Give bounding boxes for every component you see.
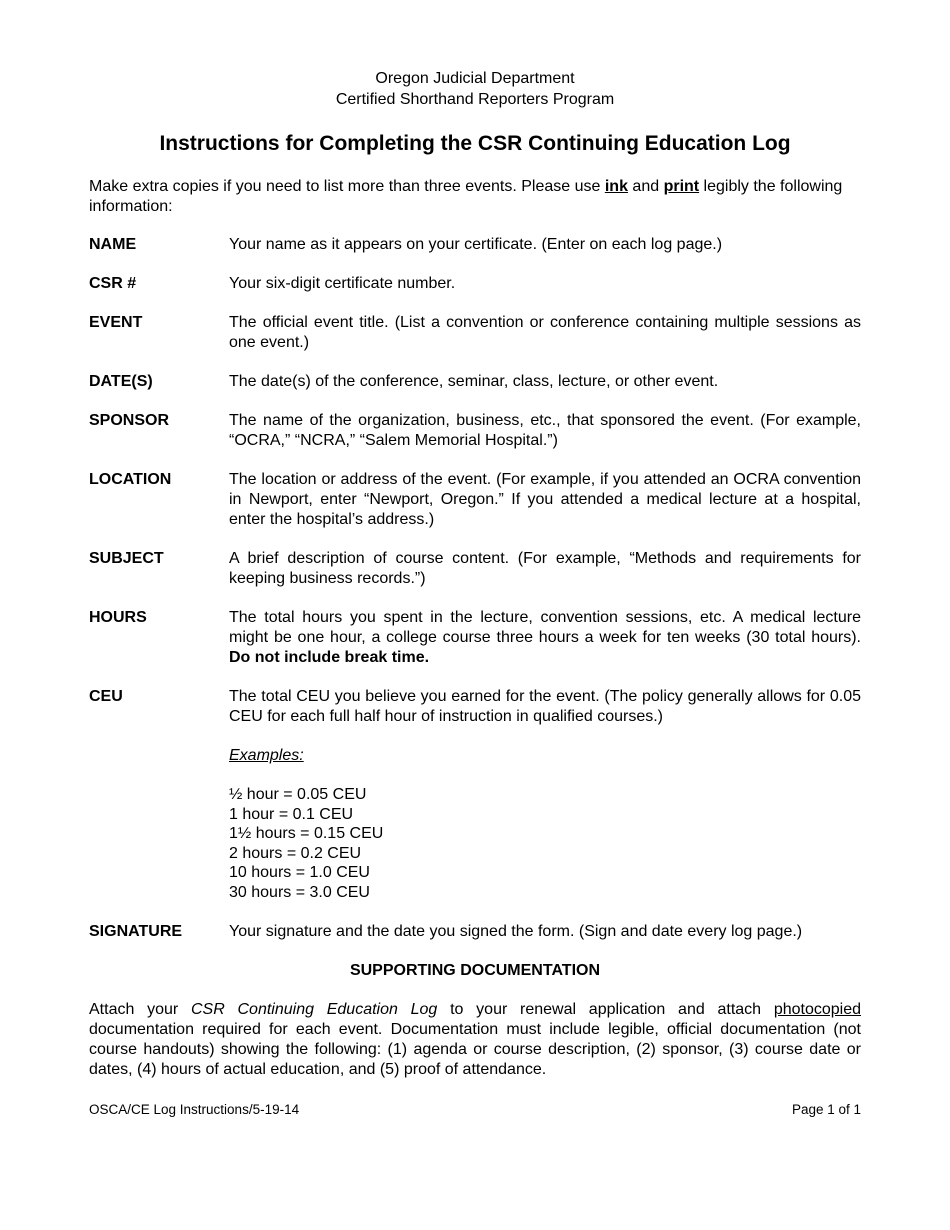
field-row-hours: [89, 608, 861, 668]
field-label: CEU: [89, 688, 123, 705]
log-title: CSR Continuing Education Log: [190, 1000, 438, 1018]
page-title: Instructions for Completing the CSR Continuing Education Log: [159, 132, 791, 155]
department-name: Oregon Judicial Department: [375, 70, 575, 87]
field-description: Your name as it appears on your certificate. (Enter on each log page.): [229, 236, 723, 253]
page-number: Page 1 of 1: [791, 1102, 861, 1117]
example-item: 1½ hours = 0.15 CEU: [229, 825, 384, 843]
document-page: [89, 68, 861, 1080]
supporting-documentation-heading: SUPPORTING DOCUMENTATION: [349, 961, 601, 979]
intro-paragraph: Make extra copies if you need to list more than three events. Please use ink and print legibly the following information:: [89, 178, 843, 215]
form-id: OSCA/CE Log Instructions/5-19-14: [89, 1102, 300, 1117]
field-label: SUBJECT: [89, 550, 164, 567]
field-label: NAME: [89, 236, 137, 253]
example-item: ½ hour = 0.05 CEU: [229, 786, 367, 803]
print-emphasis: print: [663, 178, 700, 195]
field-label: SIGNATURE: [89, 922, 183, 940]
field-row-signature: [89, 922, 861, 942]
field-description: The name of the organization, business, etc., that sponsored the event. (For example, “OCRA,” “NCRA,” “Salem Memorial Hospital.”): [229, 412, 861, 449]
field-label: DATE(S): [89, 373, 153, 390]
field-label: HOURS: [89, 609, 147, 626]
program-name: Certified Shorthand Reporters Program: [335, 91, 615, 108]
field-row-csr: [89, 274, 861, 294]
field-description: The total hours you spent in the lecture, convention sessions, etc. A medical lecture might be one hour, a college course three hours a week for ten weeks (30 total hours). Do not include break time.: [229, 609, 861, 666]
field-description: The location or address of the event. (For example, if you attended an OCRA convention in Newport, enter “Newport, Oregon.” If you attended a medical lecture at a hospital, enter the hospital’s address.): [229, 471, 861, 528]
field-label: LOCATION: [89, 471, 172, 488]
field-description: The date(s) of the conference, seminar, class, lecture, or other event.: [229, 373, 719, 390]
break-time-note: Do not include break time.: [229, 649, 430, 666]
field-label: CSR #: [89, 275, 137, 292]
field-description: The total CEU you believe you earned for the event. (The policy generally allows for 0.05 CEU for each full half hour of instruction in qualified courses.) Examples: ½ hour = 0.05 CEU 1 hour = 0.1 CEU 1½ hours = 0.15 CEU 2 hours = 0.2 CEU 10 hours = 1.0 CEU 30 hours = 3.0 CEU: [229, 688, 861, 901]
field-row-subject: [89, 549, 861, 589]
examples-list: [229, 785, 861, 903]
example-item: 1 hour = 0.1 CEU: [229, 805, 354, 823]
field-label: EVENT: [89, 314, 143, 331]
example-item: 2 hours = 0.2 CEU: [229, 844, 362, 862]
field-description: A brief description of course content. (For example, “Methods and requirements for keeping business records.”): [229, 550, 861, 587]
example-item: 10 hours = 1.0 CEU: [229, 864, 370, 882]
field-description: The official event title. (List a convention or conference containing multiple sessions as one event.): [229, 314, 861, 351]
field-row-name: [89, 235, 861, 255]
page-footer: [89, 1101, 861, 1119]
field-row-event: [89, 313, 861, 353]
field-row-ceu: [89, 687, 861, 903]
field-row-dates: [89, 372, 861, 392]
ink-emphasis: ink: [604, 178, 628, 195]
field-row-location: [89, 470, 861, 530]
photocopied-emphasis: photocopied: [773, 1000, 861, 1018]
examples-title: Examples:: [229, 747, 304, 764]
field-description: Your signature and the date you signed the form. (Sign and date every log page.): [229, 922, 803, 940]
supporting-documentation-paragraph: Attach your CSR Continuing Education Log to your renewal application and attach photocopied documentation required for each event. Documentation must include legible, official documentation (not course handouts) showing the following: (1) agenda or course description, (2) sponsor, (3) course date or dates, (4) hours of actual education, and (5) proof of attendance.: [89, 1000, 861, 1078]
field-label: SPONSOR: [89, 412, 170, 429]
field-description: Your six-digit certificate number.: [229, 275, 456, 292]
example-item: 30 hours = 3.0 CEU: [229, 883, 370, 901]
header: [89, 68, 861, 110]
field-row-sponsor: [89, 411, 861, 451]
